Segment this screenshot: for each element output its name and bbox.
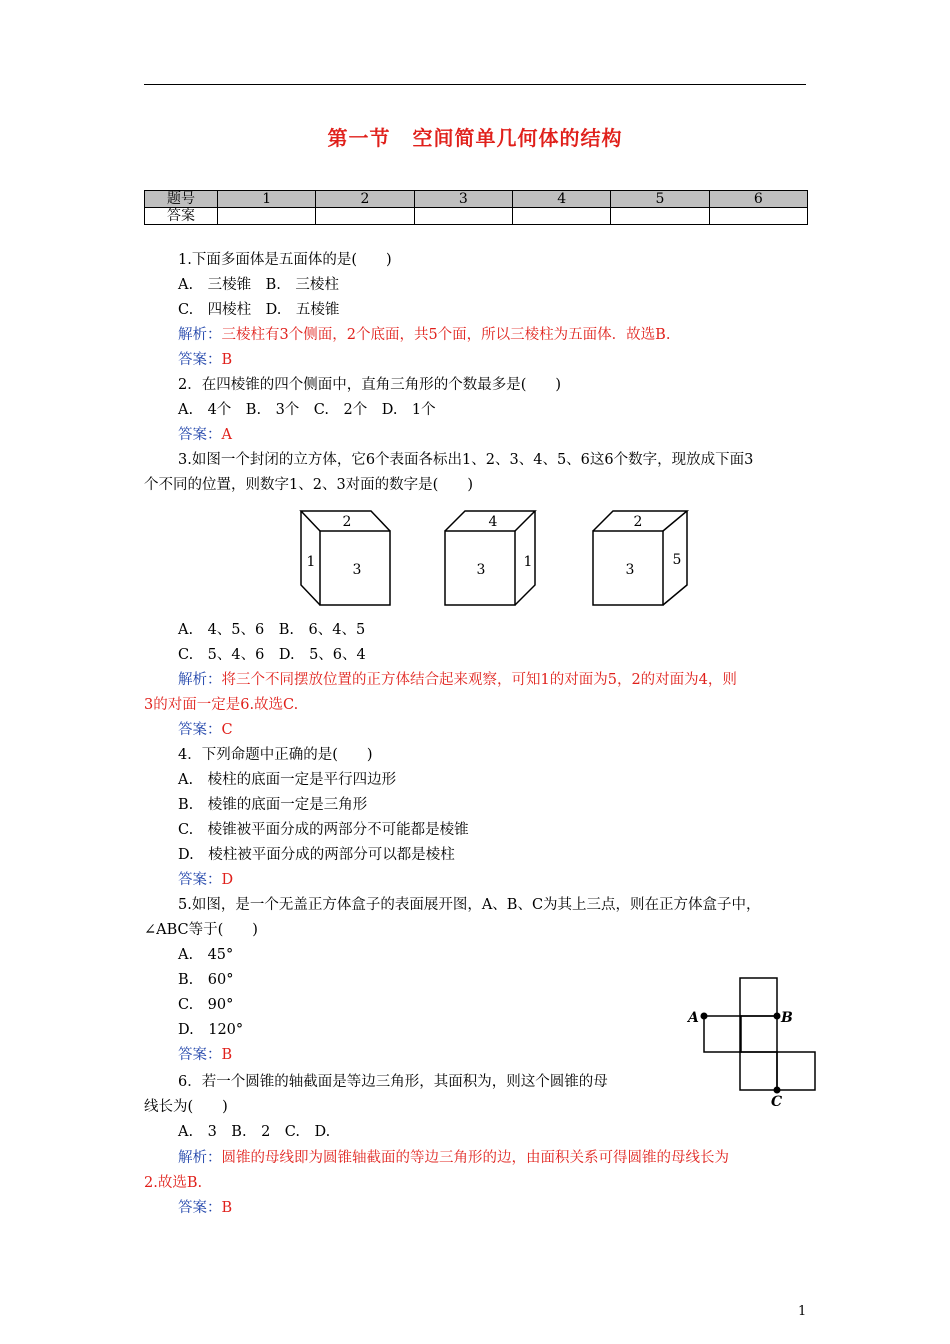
answer-label: 答案： [178, 427, 222, 443]
answer-label-cell: 答案 [145, 208, 218, 225]
q4-answer [178, 870, 233, 890]
q5-option-a: A. 45° [178, 947, 234, 963]
cube-net-lines [704, 978, 815, 1090]
point-c-dot [774, 1087, 781, 1094]
q4-option-d: D. 棱柱被平面分成的两部分可以都是棱柱 [178, 847, 455, 863]
answer-cell[interactable] [414, 208, 512, 225]
analysis-label: 解析： [178, 327, 222, 343]
question-number-cell: 4 [512, 191, 610, 208]
question-number-cell: 5 [611, 191, 709, 208]
cube-1-top-label: 2 [342, 514, 352, 530]
point-a-label: A [688, 1010, 699, 1026]
analysis-text: 将三个不同摆放位置的正方体结合起来观察，可知1的对面为5，2的对面为4，则 [221, 672, 737, 688]
point-c-label: C [771, 1094, 783, 1110]
q6-options: A. 3 B. 2 C. D. [178, 1124, 331, 1140]
question-number-label: 题号 [145, 191, 218, 208]
q5-option-b: B. 60° [178, 972, 234, 988]
q3-options-ab: A. 4、5、6 B. 6、4、5 [178, 622, 366, 638]
point-b-label: B [781, 1010, 793, 1026]
q6-analysis-line2: 2.故选B. [144, 1175, 203, 1191]
question-number-cell: 3 [414, 191, 512, 208]
q6-stem-line1: 6．若一个圆锥的轴截面是等边三角形，其面积为，则这个圆锥的母 [178, 1074, 608, 1090]
answer-label: 答案： [178, 872, 222, 888]
answer-table-answer-row [145, 208, 808, 225]
q3-analysis-line1 [178, 670, 737, 690]
q4-option-a: A. 棱柱的底面一定是平行四边形 [178, 772, 397, 788]
answer-value: A [221, 427, 232, 443]
q3-stem-line2: 个不同的位置，则数字1、2、3对面的数字是( ) [144, 477, 473, 493]
page-title [0, 122, 950, 151]
cube-1-front-label: 3 [352, 562, 362, 578]
q6-answer [178, 1198, 232, 1218]
q3-analysis-line2: 3的对面一定是6.故选C. [144, 697, 299, 713]
q5-net-figure [682, 970, 822, 1110]
cube-2-front-label: 3 [476, 562, 486, 578]
q3-answer [178, 720, 233, 740]
q3-stem-line1: 3.如图一个封闭的立方体，它6个表面各标出1、2、3、4、5、6这6个数字，现放成下面3 [178, 452, 754, 468]
answer-table-header-row [145, 191, 808, 208]
cube-2-top-label: 4 [488, 514, 498, 530]
answer-value: B [221, 1200, 233, 1216]
cube-1-left-label: 1 [306, 554, 316, 570]
analysis-label: 解析： [178, 672, 222, 688]
section-number: 第一节 [327, 126, 391, 150]
q6-analysis-line1 [178, 1148, 729, 1168]
q4-stem: 4．下列命题中正确的是( ) [178, 747, 373, 763]
analysis-text: 圆锥的母线即为圆锥轴截面的等边三角形的边，由面积关系可得圆锥的母线长为 [221, 1150, 729, 1166]
analysis-text: 三棱柱有3个侧面，2个底面，共5个面，所以三棱柱为五面体．故选B. [221, 327, 671, 343]
q5-option-c: C. 90° [178, 997, 234, 1013]
header-rule [144, 84, 806, 85]
q1-stem: 1.下面多面体是五面体的是( ) [178, 252, 392, 268]
q3-cubes-figure [295, 505, 705, 610]
q5-option-d: D. 120° [178, 1022, 244, 1038]
answer-value: B [221, 1047, 233, 1063]
cube-2-right-label: 1 [523, 554, 533, 570]
answer-cell[interactable] [316, 208, 414, 225]
q5-answer [178, 1045, 232, 1065]
point-b-dot [774, 1013, 781, 1020]
q5-stem-line1: 5.如图，是一个无盖正方体盒子的表面展开图，A、B、C为其上三点，则在正方体盒子中， [178, 897, 761, 913]
answer-label: 答案： [178, 1200, 222, 1216]
answer-table [144, 190, 808, 225]
q4-option-c: C. 棱锥被平面分成的两部分不可能都是棱锥 [178, 822, 469, 838]
point-a-dot [701, 1013, 708, 1020]
answer-value: D [221, 872, 234, 888]
answer-label: 答案： [178, 352, 222, 368]
answer-cell[interactable] [512, 208, 610, 225]
cube-3-right-label: 5 [672, 552, 682, 568]
question-number-cell: 2 [316, 191, 414, 208]
q1-answer [178, 350, 232, 370]
q1-options-cd: C. 四棱柱 D. 五棱锥 [178, 302, 340, 318]
q4-option-b: B. 棱锥的底面一定是三角形 [178, 797, 368, 813]
question-number-cell: 6 [709, 191, 807, 208]
answer-cell[interactable] [218, 208, 316, 225]
answer-label: 答案： [178, 1047, 222, 1063]
page-number: 1 [798, 1304, 807, 1319]
q1-analysis [178, 325, 670, 345]
q1-options-ab: A. 三棱锥 B. 三棱柱 [178, 277, 339, 293]
q2-stem: 2．在四棱锥的四个侧面中，直角三角形的个数最多是( ) [178, 377, 562, 393]
q6-stem-line2: 线长为( ) [144, 1099, 228, 1115]
answer-label: 答案： [178, 722, 222, 738]
answer-value: B [221, 352, 233, 368]
analysis-label: 解析： [178, 1150, 222, 1166]
q5-stem-line2: ∠ABC等于( ) [144, 922, 258, 938]
q2-answer [178, 425, 232, 445]
q3-options-cd: C. 5、4、6 D. 5、6、4 [178, 647, 366, 663]
answer-value: C [221, 722, 233, 738]
section-name: 空间简单几何体的结构 [412, 126, 623, 150]
answer-cell[interactable] [611, 208, 709, 225]
cube-3-front-label: 3 [625, 562, 635, 578]
cube-3-top-label: 2 [633, 514, 643, 530]
question-number-cell: 1 [218, 191, 316, 208]
answer-cell[interactable] [709, 208, 807, 225]
q2-options: A. 4个 B. 3个 C. 2个 D. 1个 [178, 402, 436, 418]
